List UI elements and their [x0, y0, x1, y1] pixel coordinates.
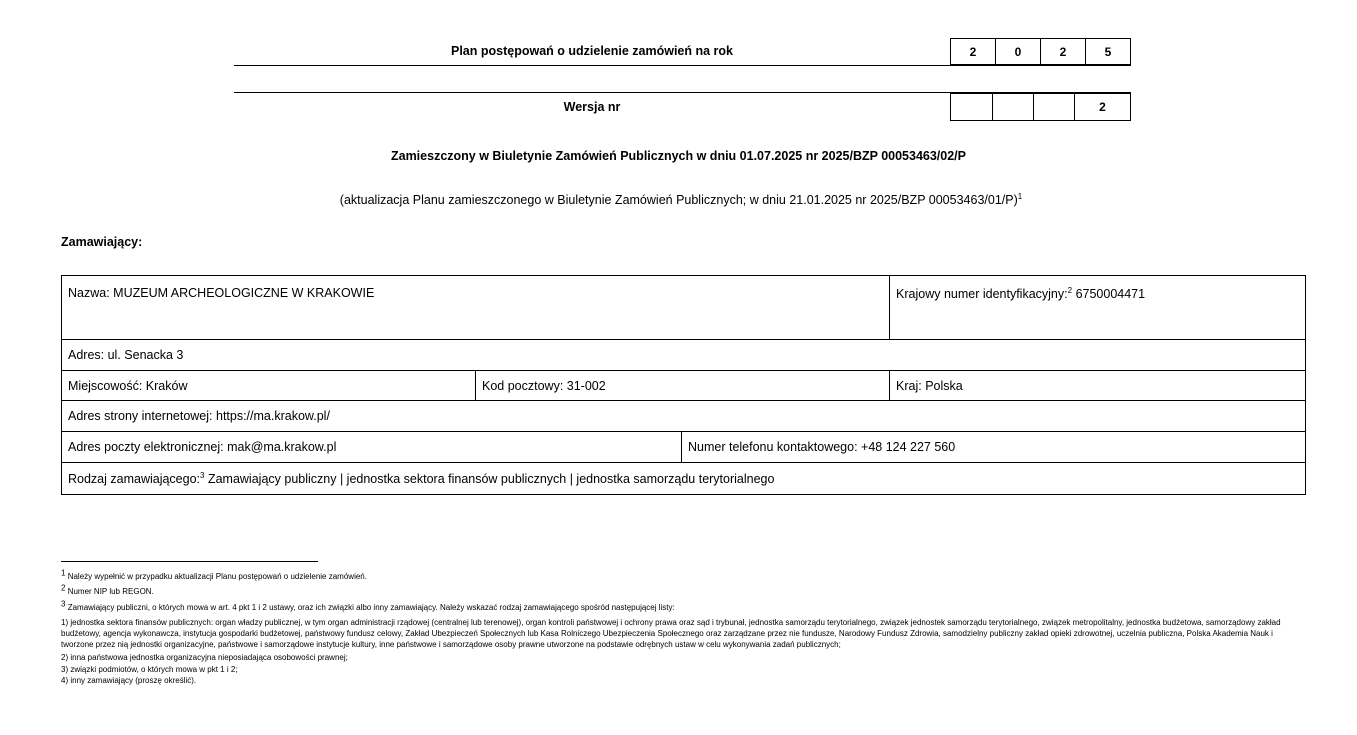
- footnote-3: [61, 599, 1311, 613]
- version-label: Wersja nr: [563, 100, 621, 114]
- national-id-cell: [890, 276, 1306, 340]
- footnote-list-1: 1) jednostka sektora finansów publicznych: organ władzy publicznej, w tym organ administracji rządowej (centralnej lub terenowej), organ kontroli państwowej i ochrony prawa oraz sąd i trybunał, jednostka samorządu terytorialnego, związek jednostek samorządu terytorialnego, związek metropolitalny, jednostka budżetowa, samorządowy zakład budżetowy, agencja wykonawcza, instytucja gospodarki budżetowej, państwowy fundusz celowy, Zakład Ubezpieczeń Społecznych lub Kasa Rolniczego Ubezpieczenia Społecznego oraz zarządzane przez nie fundusze, Narodowy Fundusz Zdrowia, samodzielny publiczny zakład opieki zdrowotnej, uczelnia publiczna, Polska Akademia Nauk i tworzone przez nią jednostki organizacyjne, państwowe i samorządowe instytucje kultury, inne państwowe i samorządowe osoby prawne utworzone na podstawie odrębnych ustaw w celu wykonywania zadań publicznych;: [61, 618, 1281, 649]
- version-digit-1: [950, 93, 993, 121]
- contracting-table: [61, 275, 1306, 495]
- footnote-list-4: 4) inny zamawiający (proszę określić).: [61, 676, 197, 685]
- footnote-1: [61, 568, 1311, 582]
- update-note: [0, 192, 1357, 207]
- contracting-label: Zamawiający:: [61, 235, 143, 249]
- type-label: Rodzaj zamawiającego:: [68, 472, 201, 487]
- year-digit-3: 2: [1040, 38, 1086, 65]
- national-id-label: Krajowy numer identyfikacyjny:: [896, 287, 1068, 302]
- national-id-sup: 2: [1067, 286, 1073, 295]
- footnote-1-text: Należy wypełnić w przypadku aktualizacji Planu postępowań o udzielenie zamówień.: [67, 572, 367, 581]
- footnote-2-sup: 2: [61, 583, 66, 593]
- update-note-sup: 1: [1017, 192, 1023, 201]
- email-cell: Adres poczty elektronicznej: mak@ma.krakow.pl: [62, 432, 682, 463]
- national-id-value: 6750004471: [1075, 287, 1146, 302]
- address-cell: Adres: ul. Senacka 3: [62, 340, 1306, 371]
- footnote-list-2: 2) inna państwowa jednostka organizacyjna nieposiadająca osobowości prawnej;: [61, 653, 348, 662]
- year-digit-4: 5: [1085, 38, 1131, 65]
- phone-cell: Numer telefonu kontaktowego: +48 124 227 560: [682, 432, 1306, 463]
- plan-title: Plan postępowań o udzielenie zamówień na rok: [451, 44, 733, 58]
- footnote-separator: [61, 561, 318, 562]
- footnote-3-text: Zamawiający publiczni, o których mowa w art. 4 pkt 1 i 2 ustawy, oraz ich związki albo inny zamawiający. Należy wskazać rodzaj zamawiającego spośród następującej listy:: [67, 603, 675, 612]
- update-note-text: (aktualizacja Planu zamieszczonego w Biuletynie Zamówień Publicznych; w dniu 21.01.2025 nr 2025/BZP 00053463/01/P): [339, 193, 1018, 208]
- city-cell: Miejscowość: Kraków: [62, 371, 476, 401]
- year-digit-2: 0: [995, 38, 1041, 65]
- postal-code-cell: Kod pocztowy: 31-002: [476, 371, 890, 401]
- name-cell: Nazwa: MUZEUM ARCHEOLOGICZNE W KRAKOWIE: [62, 276, 890, 340]
- type-value: Zamawiający publiczny | jednostka sektora finansów publicznych | jednostka samorządu terytorialnego: [207, 472, 775, 487]
- year-digit-1: 2: [950, 38, 996, 65]
- type-sup: 3: [200, 470, 205, 480]
- country-cell: Kraj: Polska: [890, 371, 1306, 401]
- version-digit-3: [1033, 93, 1075, 121]
- footnote-2: [61, 583, 1311, 597]
- footnote-2-text: Numer NIP lub REGON.: [67, 587, 154, 596]
- published-info: Zamieszczony w Biuletynie Zamówień Publicznych w dniu 01.07.2025 nr 2025/BZP 00053463/02/P: [390, 149, 966, 163]
- version-digit-2: [992, 93, 1034, 121]
- version-digit-4: 2: [1074, 93, 1131, 121]
- website-cell: Adres strony internetowej: https://ma.krakow.pl/: [62, 401, 1306, 432]
- type-cell: [62, 463, 1306, 495]
- footnote-3-sup: 3: [61, 599, 66, 609]
- footnote-list-3: 3) związki podmiotów, o których mowa w pkt 1 i 2;: [61, 665, 238, 674]
- footnote-1-sup: 1: [61, 568, 66, 578]
- title-underline: [234, 65, 1131, 66]
